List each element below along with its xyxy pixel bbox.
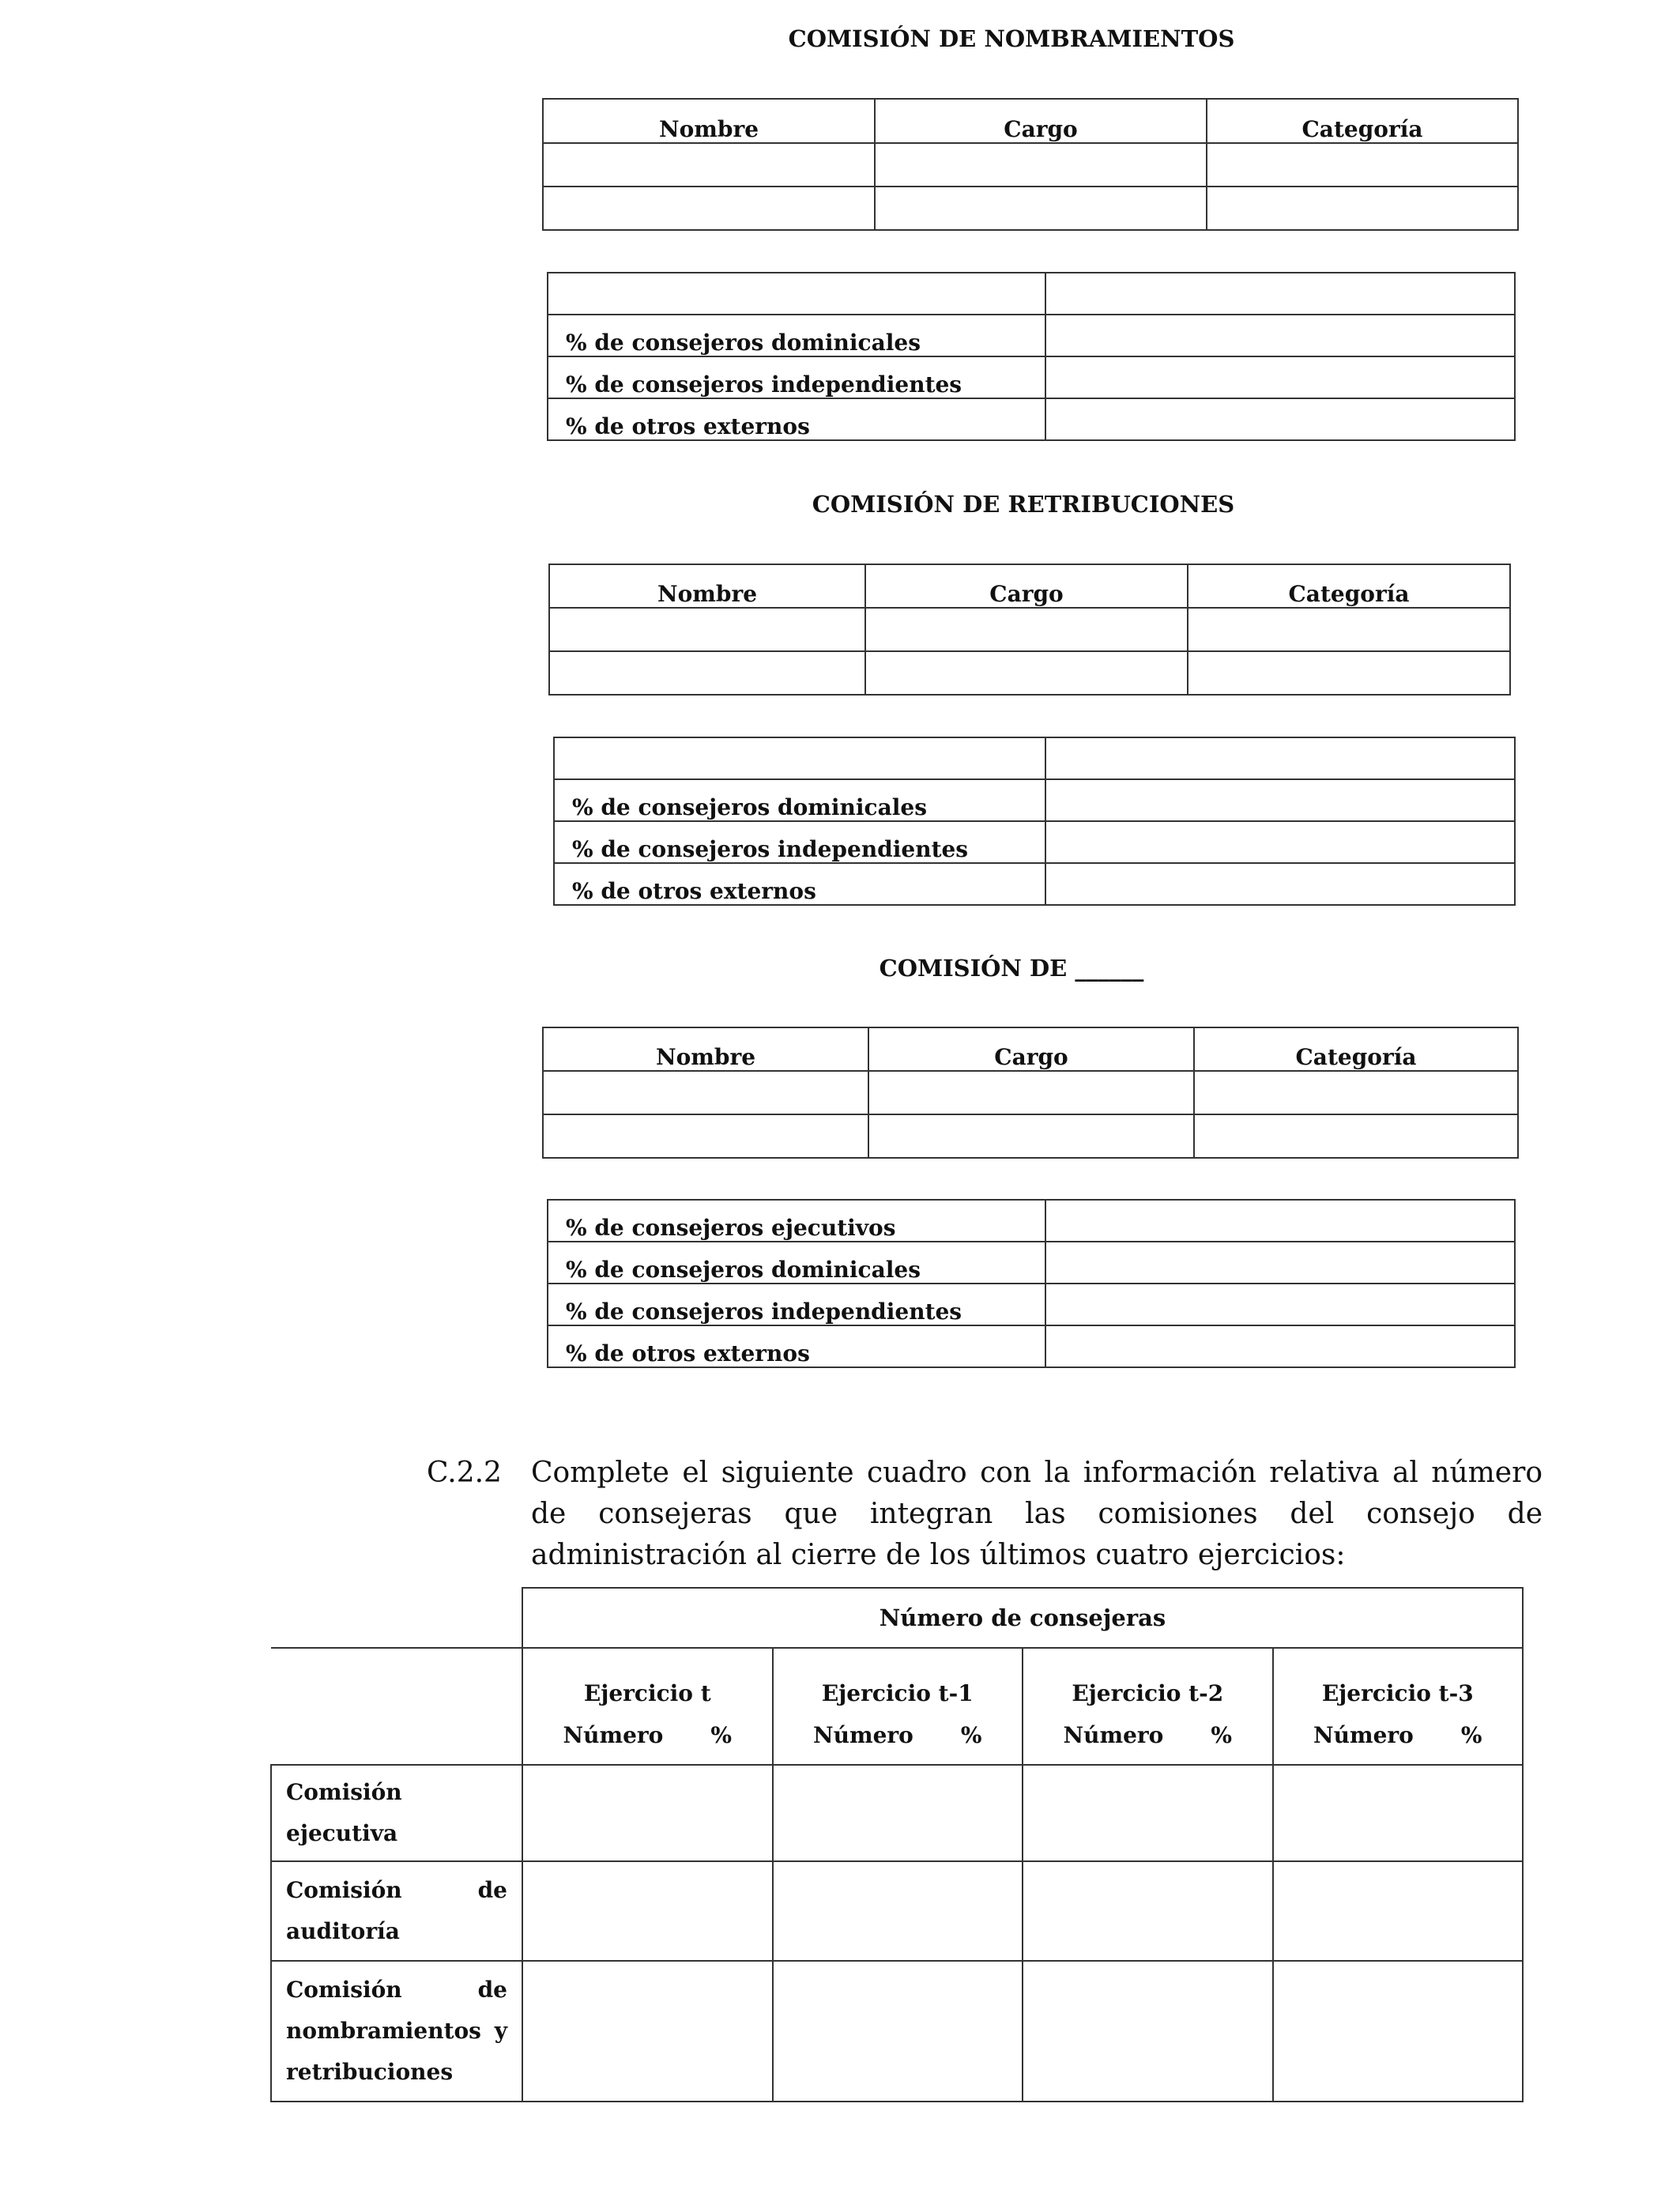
data-cell[interactable] — [522, 1861, 773, 1961]
data-cell[interactable] — [1273, 1861, 1524, 1961]
value-cell[interactable] — [1045, 737, 1515, 779]
period-header — [522, 1648, 773, 1765]
data-cell[interactable] — [522, 1765, 773, 1861]
sub-pct: % — [1460, 1721, 1482, 1748]
empty-corner — [271, 1648, 522, 1765]
period-header — [1023, 1648, 1273, 1765]
sub-pct: % — [1211, 1721, 1232, 1748]
data-cell[interactable] — [1273, 1961, 1524, 2102]
row-label: Comisión de nombramientos y retribuciones — [271, 1961, 522, 2102]
composition-label: % de otros externos — [554, 863, 1045, 905]
cell[interactable] — [1188, 651, 1510, 695]
header-nombre: Nombre — [549, 564, 865, 608]
composition-label: % de consejeros independientes — [548, 356, 1045, 398]
data-cell[interactable] — [1023, 1961, 1273, 2102]
cell[interactable] — [543, 1114, 868, 1158]
composition-label: % de otros externos — [548, 398, 1045, 440]
value-cell[interactable] — [1045, 273, 1515, 315]
cell[interactable] — [1207, 143, 1518, 187]
header-categoria: Categoría — [1207, 99, 1518, 143]
value-cell[interactable] — [1045, 1200, 1515, 1242]
period-header — [773, 1648, 1023, 1765]
composition-label: % de otros externos — [548, 1325, 1045, 1367]
composition-label: % de consejeros dominicales — [554, 779, 1045, 821]
members-table-nombramientos — [542, 98, 1519, 231]
composition-label — [548, 273, 1045, 315]
composition-label: % de consejeros independientes — [554, 821, 1045, 863]
cell[interactable] — [865, 651, 1188, 695]
section-heading-other: COMISIÓN DE ______ — [879, 955, 1144, 982]
data-cell[interactable] — [1023, 1861, 1273, 1961]
value-cell[interactable] — [1045, 1325, 1515, 1367]
cell[interactable] — [549, 651, 865, 695]
value-cell[interactable] — [1045, 356, 1515, 398]
value-cell[interactable] — [1045, 863, 1515, 905]
data-cell[interactable] — [773, 1961, 1023, 2102]
composition-label: % de consejeros dominicales — [548, 315, 1045, 356]
cell[interactable] — [1194, 1114, 1518, 1158]
header-nombre: Nombre — [543, 99, 875, 143]
header-cargo: Cargo — [875, 99, 1207, 143]
section-heading-retribuciones: COMISIÓN DE RETRIBUCIONES — [812, 491, 1235, 518]
period-label: Ejercicio t-3 — [1321, 1679, 1474, 1706]
period-header — [1273, 1648, 1524, 1765]
composition-label: % de consejeros ejecutivos — [548, 1200, 1045, 1242]
composition-table-nombramientos — [547, 272, 1516, 441]
value-cell[interactable] — [1045, 821, 1515, 863]
section-paragraph: Complete el siguiente cuadro con la información relativa al número de consejeras que integran las comisiones del consejo de administración al cierre de los últimos cuatro ejercicios: — [531, 1457, 1543, 1571]
cell[interactable] — [543, 143, 875, 187]
cell[interactable] — [543, 187, 875, 230]
cell[interactable] — [868, 1114, 1194, 1158]
header-nombre: Nombre — [543, 1027, 868, 1071]
composition-label: % de consejeros dominicales — [548, 1242, 1045, 1284]
cell[interactable] — [865, 608, 1188, 651]
cell[interactable] — [868, 1071, 1194, 1114]
members-table-retribuciones — [548, 564, 1511, 696]
period-label: Ejercicio t-2 — [1072, 1679, 1224, 1706]
composition-table-other — [547, 1199, 1516, 1368]
section-heading-nombramientos: COMISIÓN DE NOMBRAMIENTOS — [788, 25, 1235, 52]
composition-table-retribuciones — [553, 737, 1516, 906]
cell[interactable] — [1194, 1071, 1518, 1114]
sub-pct: % — [710, 1721, 732, 1748]
cell[interactable] — [1188, 608, 1510, 651]
sub-pct: % — [960, 1721, 982, 1748]
row-label: Comisión ejecutiva — [271, 1765, 522, 1861]
sub-number: Número — [1313, 1721, 1414, 1748]
row-label: Comisión de auditoría — [271, 1861, 522, 1961]
header-cargo: Cargo — [868, 1027, 1194, 1071]
cell[interactable] — [875, 187, 1207, 230]
period-label: Ejercicio t-1 — [821, 1679, 974, 1706]
composition-label: % de consejeros independientes — [548, 1284, 1045, 1325]
header-cargo: Cargo — [865, 564, 1188, 608]
cell[interactable] — [1207, 187, 1518, 230]
members-table-other — [542, 1027, 1519, 1159]
sub-number: Número — [813, 1721, 913, 1748]
cell[interactable] — [875, 143, 1207, 187]
data-cell[interactable] — [522, 1961, 773, 2102]
women-committees-table — [270, 1587, 1524, 2102]
sub-number: Número — [1063, 1721, 1164, 1748]
data-cell[interactable] — [773, 1765, 1023, 1861]
value-cell[interactable] — [1045, 779, 1515, 821]
header-categoria: Categoría — [1188, 564, 1510, 608]
value-cell[interactable] — [1045, 398, 1515, 440]
header-categoria: Categoría — [1194, 1027, 1518, 1071]
data-cell[interactable] — [1023, 1765, 1273, 1861]
period-label: Ejercicio t — [583, 1679, 711, 1706]
value-cell[interactable] — [1045, 1242, 1515, 1284]
cell[interactable] — [543, 1071, 868, 1114]
value-cell[interactable] — [1045, 315, 1515, 356]
value-cell[interactable] — [1045, 1284, 1515, 1325]
data-cell[interactable] — [773, 1861, 1023, 1961]
data-cell[interactable] — [1273, 1765, 1524, 1861]
cell[interactable] — [549, 608, 865, 651]
empty-corner — [271, 1588, 522, 1648]
sub-number: Número — [563, 1721, 664, 1748]
section-number: C.2.2 — [427, 1457, 502, 1489]
composition-label — [554, 737, 1045, 779]
group-header: Número de consejeras — [522, 1588, 1523, 1648]
